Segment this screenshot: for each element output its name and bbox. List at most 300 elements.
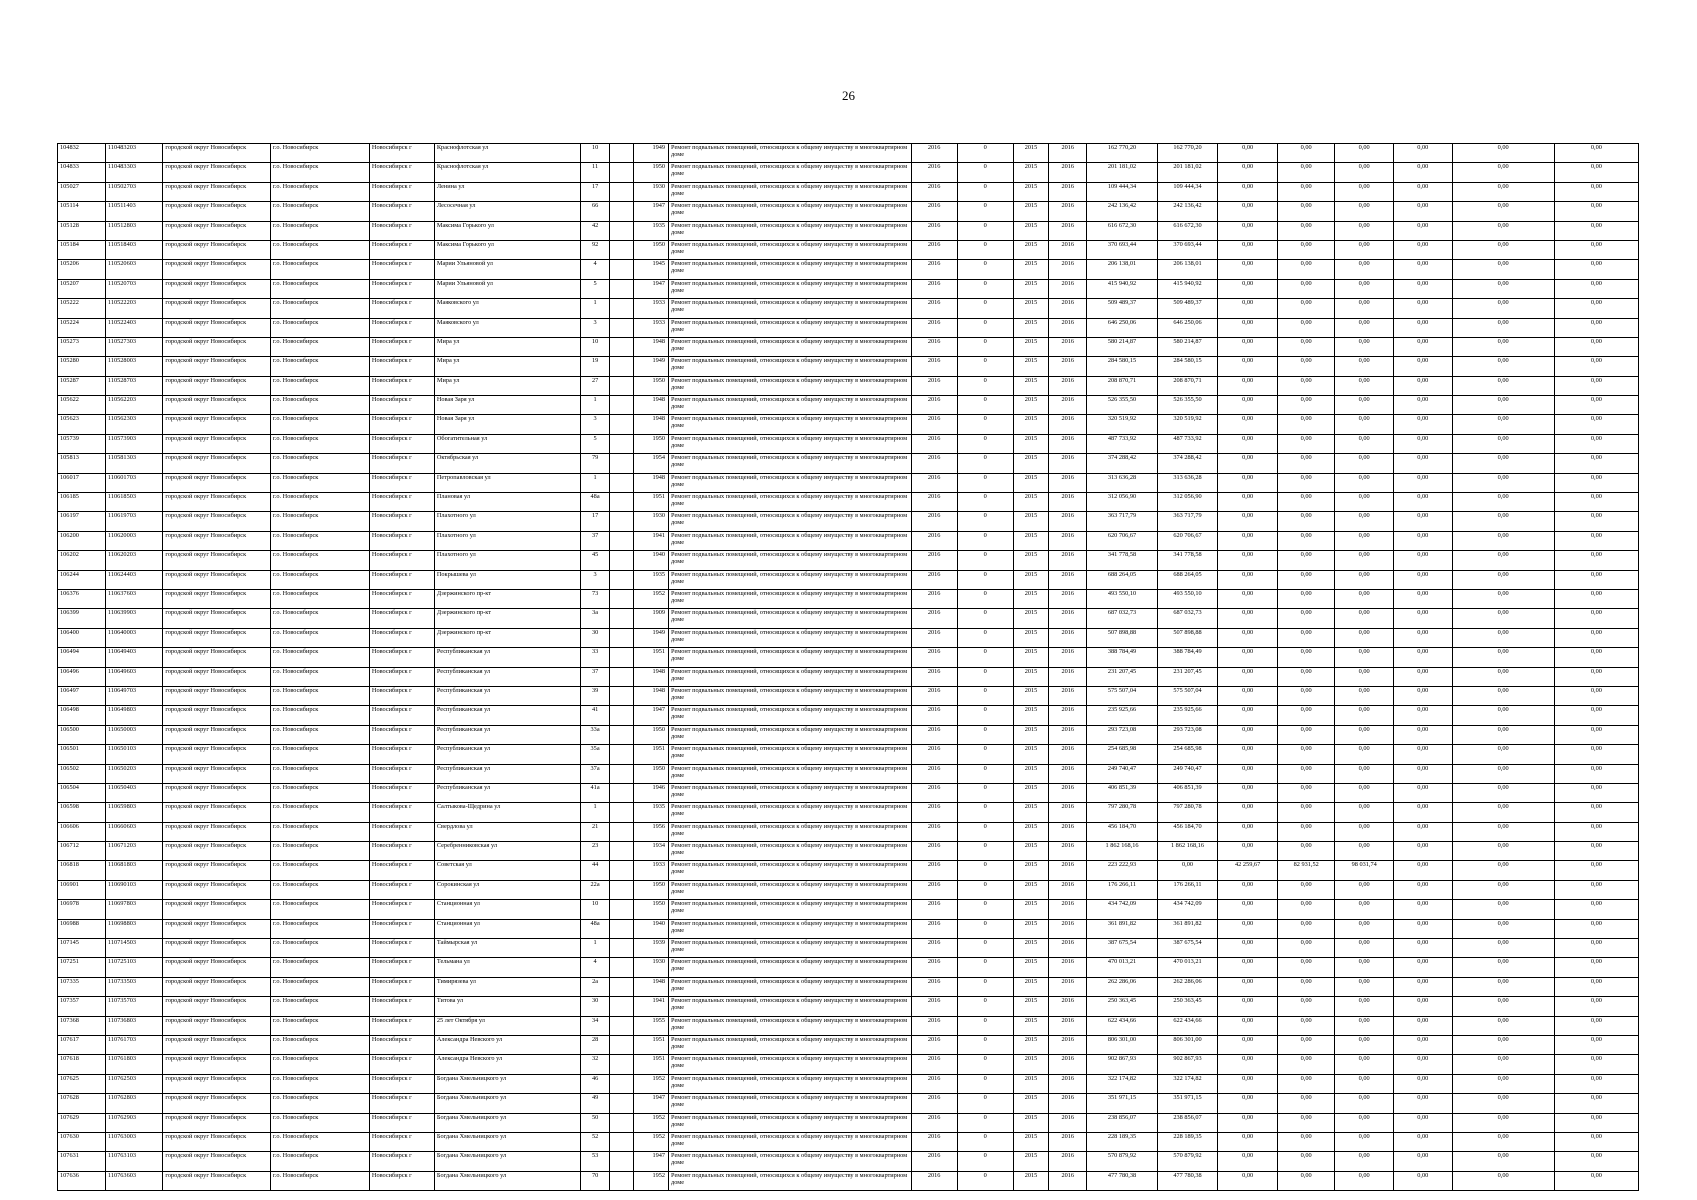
- cell-built-year: 1952: [633, 589, 668, 608]
- cell-year-from: 2015: [1013, 1055, 1048, 1074]
- cell-amount-3: 0,00: [1335, 1016, 1394, 1035]
- cell-amount-6: 0,00: [1554, 337, 1638, 356]
- table-row: [58, 745, 1639, 764]
- cell-year-from: 2015: [1013, 648, 1048, 667]
- cell-year-to: 2016: [1049, 1171, 1087, 1190]
- cell-amount-6: 0,00: [1554, 745, 1638, 764]
- cell-code: 110660603: [105, 822, 162, 841]
- cell-house: 1: [580, 396, 610, 415]
- cell-amount-4: 0,00: [1393, 822, 1452, 841]
- cell-amount-2: 0,00: [1277, 822, 1334, 841]
- cell-amount-2: 0,00: [1277, 939, 1334, 958]
- cell-plan-year: 2016: [911, 745, 957, 764]
- cell-work-type: Ремонт подвальных помещений, относящихся к общему имуществу в многоквартирном доме: [669, 648, 912, 667]
- cell-amount-3: 0,00: [1335, 1074, 1394, 1093]
- cell-house: 44: [580, 861, 610, 880]
- table-row: [58, 939, 1639, 958]
- cell-municipality: городской округ Новосибирск: [163, 706, 271, 725]
- cell-zero: 0: [957, 667, 1013, 686]
- cell-work-type: Ремонт подвальных помещений, относящихся к общему имуществу в многоквартирном доме: [669, 1035, 912, 1054]
- cell-year-from: 2015: [1013, 415, 1048, 434]
- cell-district: г.о. Новосибирск: [270, 706, 369, 725]
- cell-street: Республиканская ул: [434, 706, 580, 725]
- cell-built-year: 1933: [633, 861, 668, 880]
- cell-total-cost: 238 856,07: [1087, 1113, 1157, 1132]
- cell-plan-year: 2016: [911, 376, 957, 395]
- cell-year-to: 2016: [1049, 589, 1087, 608]
- cell-total-cost: 388 784,49: [1087, 648, 1157, 667]
- cell-id: 105206: [58, 260, 106, 279]
- cell-work-type: Ремонт подвальных помещений, относящихся к общему имуществу в многоквартирном доме: [669, 1055, 912, 1074]
- cell-street: Марии Ульяновой ул: [434, 260, 580, 279]
- cell-plan-year: 2016: [911, 357, 957, 376]
- cell-district: г.о. Новосибирск: [270, 1132, 369, 1151]
- cell-year-from: 2015: [1013, 822, 1048, 841]
- cell-street: Республиканская ул: [434, 764, 580, 783]
- cell-amount-4: 0,00: [1393, 221, 1452, 240]
- cell-amount-4: 0,00: [1393, 803, 1452, 822]
- cell-blank: [610, 318, 633, 337]
- cell-zero: 0: [957, 842, 1013, 861]
- cell-house: 1: [580, 473, 610, 492]
- cell-fund-amount: 806 301,00: [1157, 1035, 1218, 1054]
- cell-amount-6: 0,00: [1554, 1016, 1638, 1035]
- cell-id: 106494: [58, 648, 106, 667]
- cell-id: 107368: [58, 1016, 106, 1035]
- cell-house: 21: [580, 822, 610, 841]
- cell-amount-4: 0,00: [1393, 1074, 1452, 1093]
- repair-register-table: [57, 143, 1639, 1191]
- table-row: [58, 880, 1639, 899]
- cell-district: г.о. Новосибирск: [270, 1113, 369, 1132]
- cell-district: г.о. Новосибирск: [270, 182, 369, 201]
- table-row: [58, 454, 1639, 473]
- cell-year-to: 2016: [1049, 803, 1087, 822]
- cell-municipality: городской округ Новосибирск: [163, 1171, 271, 1190]
- cell-city: Новосибирск г: [369, 454, 434, 473]
- cell-amount-6: 0,00: [1554, 861, 1638, 880]
- cell-id: 104832: [58, 144, 106, 163]
- cell-total-cost: 806 301,00: [1087, 1035, 1157, 1054]
- cell-plan-year: 2016: [911, 182, 957, 201]
- cell-zero: 0: [957, 182, 1013, 201]
- cell-amount-4: 0,00: [1393, 570, 1452, 589]
- cell-amount-2: 0,00: [1277, 434, 1334, 453]
- cell-year-to: 2016: [1049, 512, 1087, 531]
- cell-year-from: 2015: [1013, 1132, 1048, 1151]
- table-row: [58, 512, 1639, 531]
- cell-built-year: 1945: [633, 260, 668, 279]
- cell-amount-4: 0,00: [1393, 725, 1452, 744]
- cell-fund-amount: 254 685,98: [1157, 745, 1218, 764]
- table-row: [58, 551, 1639, 570]
- cell-amount-1: 0,00: [1218, 415, 1278, 434]
- cell-district: г.о. Новосибирск: [270, 842, 369, 861]
- cell-street: Богдана Хмельницкого ул: [434, 1113, 580, 1132]
- cell-amount-5: 0,00: [1452, 1132, 1554, 1151]
- cell-amount-5: 0,00: [1452, 570, 1554, 589]
- cell-zero: 0: [957, 648, 1013, 667]
- cell-id: 106818: [58, 861, 106, 880]
- cell-blank: [610, 706, 633, 725]
- cell-amount-6: 0,00: [1554, 1152, 1638, 1171]
- cell-amount-2: 0,00: [1277, 880, 1334, 899]
- cell-code: 110483303: [105, 163, 162, 182]
- cell-house: 11: [580, 163, 610, 182]
- cell-built-year: 1947: [633, 706, 668, 725]
- cell-amount-2: 0,00: [1277, 1016, 1334, 1035]
- cell-code: 110762503: [105, 1074, 162, 1093]
- cell-municipality: городской округ Новосибирск: [163, 686, 271, 705]
- cell-built-year: 1935: [633, 570, 668, 589]
- cell-work-type: Ремонт подвальных помещений, относящихся к общему имуществу в многоквартирном доме: [669, 1152, 912, 1171]
- cell-code: 110562203: [105, 396, 162, 415]
- cell-blank: [610, 977, 633, 996]
- cell-code: 110671203: [105, 842, 162, 861]
- cell-work-type: Ремонт подвальных помещений, относящихся к общему имуществу в многоквартирном доме: [669, 822, 912, 841]
- cell-fund-amount: 687 032,73: [1157, 609, 1218, 628]
- cell-house: 27: [580, 376, 610, 395]
- cell-city: Новосибирск г: [369, 842, 434, 861]
- cell-city: Новосибирск г: [369, 939, 434, 958]
- cell-city: Новосибирск г: [369, 861, 434, 880]
- cell-built-year: 1947: [633, 1152, 668, 1171]
- cell-district: г.о. Новосибирск: [270, 686, 369, 705]
- cell-blank: [610, 1074, 633, 1093]
- cell-blank: [610, 376, 633, 395]
- table-row: [58, 531, 1639, 550]
- cell-built-year: 1950: [633, 163, 668, 182]
- cell-blank: [610, 686, 633, 705]
- cell-amount-2: 0,00: [1277, 628, 1334, 647]
- cell-city: Новосибирск г: [369, 434, 434, 453]
- cell-amount-6: 0,00: [1554, 958, 1638, 977]
- cell-work-type: Ремонт подвальных помещений, относящихся к общему имуществу в многоквартирном доме: [669, 337, 912, 356]
- cell-year-from: 2015: [1013, 376, 1048, 395]
- cell-street: Петропавловская ул: [434, 473, 580, 492]
- cell-id: 105027: [58, 182, 106, 201]
- table-row: [58, 803, 1639, 822]
- cell-blank: [610, 570, 633, 589]
- cell-built-year: 1947: [633, 1094, 668, 1113]
- cell-amount-4: 0,00: [1393, 919, 1452, 938]
- cell-city: Новосибирск г: [369, 144, 434, 163]
- cell-year-to: 2016: [1049, 745, 1087, 764]
- cell-amount-5: 0,00: [1452, 493, 1554, 512]
- cell-district: г.о. Новосибирск: [270, 1074, 369, 1093]
- table-row: [58, 357, 1639, 376]
- cell-plan-year: 2016: [911, 880, 957, 899]
- cell-work-type: Ремонт подвальных помещений, относящихся к общему имуществу в многоквартирном доме: [669, 551, 912, 570]
- cell-fund-amount: 312 056,90: [1157, 493, 1218, 512]
- cell-amount-3: 0,00: [1335, 725, 1394, 744]
- cell-year-from: 2015: [1013, 842, 1048, 861]
- cell-amount-1: 0,00: [1218, 1016, 1278, 1035]
- cell-id: 107251: [58, 958, 106, 977]
- cell-plan-year: 2016: [911, 958, 957, 977]
- cell-amount-3: 0,00: [1335, 686, 1394, 705]
- cell-plan-year: 2016: [911, 318, 957, 337]
- table-row: [58, 1055, 1639, 1074]
- cell-fund-amount: 374 288,42: [1157, 454, 1218, 473]
- cell-house: 48а: [580, 493, 610, 512]
- cell-work-type: Ремонт подвальных помещений, относящихся к общему имуществу в многоквартирном доме: [669, 415, 912, 434]
- cell-amount-3: 0,00: [1335, 1113, 1394, 1132]
- cell-zero: 0: [957, 1035, 1013, 1054]
- cell-amount-4: 0,00: [1393, 589, 1452, 608]
- cell-house: 48а: [580, 919, 610, 938]
- cell-fund-amount: 406 851,39: [1157, 783, 1218, 802]
- cell-fund-amount: 509 489,37: [1157, 299, 1218, 318]
- cell-municipality: городской округ Новосибирск: [163, 939, 271, 958]
- cell-city: Новосибирск г: [369, 725, 434, 744]
- cell-street: Краснофлотская ул: [434, 144, 580, 163]
- cell-amount-6: 0,00: [1554, 1094, 1638, 1113]
- cell-built-year: 1941: [633, 531, 668, 550]
- cell-amount-2: 0,00: [1277, 240, 1334, 259]
- cell-amount-1: 0,00: [1218, 648, 1278, 667]
- cell-id: 105207: [58, 279, 106, 298]
- cell-plan-year: 2016: [911, 493, 957, 512]
- cell-amount-4: 0,00: [1393, 493, 1452, 512]
- cell-fund-amount: 313 636,28: [1157, 473, 1218, 492]
- cell-municipality: городской округ Новосибирск: [163, 977, 271, 996]
- cell-fund-amount: 487 733,92: [1157, 434, 1218, 453]
- cell-work-type: Ремонт подвальных помещений, относящихся к общему имуществу в многоквартирном доме: [669, 144, 912, 163]
- cell-amount-6: 0,00: [1554, 434, 1638, 453]
- cell-city: Новосибирск г: [369, 783, 434, 802]
- cell-amount-1: 0,00: [1218, 842, 1278, 861]
- cell-total-cost: 228 189,35: [1087, 1132, 1157, 1151]
- cell-house: 17: [580, 182, 610, 201]
- cell-district: г.о. Новосибирск: [270, 376, 369, 395]
- cell-amount-4: 0,00: [1393, 376, 1452, 395]
- cell-year-from: 2015: [1013, 182, 1048, 201]
- cell-city: Новосибирск г: [369, 240, 434, 259]
- cell-zero: 0: [957, 570, 1013, 589]
- table-row: [58, 977, 1639, 996]
- cell-year-from: 2015: [1013, 396, 1048, 415]
- cell-amount-1: 0,00: [1218, 202, 1278, 221]
- cell-work-type: Ремонт подвальных помещений, относящихся к общему имуществу в многоквартирном доме: [669, 589, 912, 608]
- cell-plan-year: 2016: [911, 822, 957, 841]
- cell-amount-3: 0,00: [1335, 609, 1394, 628]
- cell-code: 110763603: [105, 1171, 162, 1190]
- cell-year-from: 2015: [1013, 1113, 1048, 1132]
- cell-total-cost: 470 013,21: [1087, 958, 1157, 977]
- cell-municipality: городской округ Новосибирск: [163, 144, 271, 163]
- cell-plan-year: 2016: [911, 551, 957, 570]
- cell-blank: [610, 415, 633, 434]
- cell-year-to: 2016: [1049, 551, 1087, 570]
- cell-work-type: Ремонт подвальных помещений, относящихся к общему имуществу в многоквартирном доме: [669, 357, 912, 376]
- table-row: [58, 299, 1639, 318]
- cell-street: Республиканская ул: [434, 783, 580, 802]
- cell-amount-4: 0,00: [1393, 1016, 1452, 1035]
- cell-amount-4: 0,00: [1393, 473, 1452, 492]
- cell-built-year: 1933: [633, 318, 668, 337]
- cell-amount-1: 0,00: [1218, 1113, 1278, 1132]
- cell-amount-2: 0,00: [1277, 783, 1334, 802]
- cell-amount-6: 0,00: [1554, 783, 1638, 802]
- cell-plan-year: 2016: [911, 415, 957, 434]
- cell-work-type: Ремонт подвальных помещений, относящихся к общему имуществу в многоквартирном доме: [669, 396, 912, 415]
- cell-amount-5: 0,00: [1452, 628, 1554, 647]
- cell-city: Новосибирск г: [369, 1113, 434, 1132]
- cell-municipality: городской округ Новосибирск: [163, 1094, 271, 1113]
- cell-district: г.о. Новосибирск: [270, 337, 369, 356]
- table-row: [58, 686, 1639, 705]
- cell-blank: [610, 279, 633, 298]
- cell-fund-amount: 456 184,70: [1157, 822, 1218, 841]
- cell-blank: [610, 900, 633, 919]
- cell-id: 104833: [58, 163, 106, 182]
- cell-work-type: Ремонт подвальных помещений, относящихся к общему имуществу в многоквартирном доме: [669, 318, 912, 337]
- cell-fund-amount: 322 174,82: [1157, 1074, 1218, 1093]
- cell-street: Александра Невского ул: [434, 1035, 580, 1054]
- cell-id: 105184: [58, 240, 106, 259]
- cell-plan-year: 2016: [911, 1055, 957, 1074]
- cell-code: 110528703: [105, 376, 162, 395]
- cell-district: г.о. Новосибирск: [270, 764, 369, 783]
- cell-amount-5: 0,00: [1452, 202, 1554, 221]
- cell-municipality: городской округ Новосибирск: [163, 473, 271, 492]
- cell-amount-3: 0,00: [1335, 240, 1394, 259]
- cell-fund-amount: 228 189,35: [1157, 1132, 1218, 1151]
- cell-district: г.о. Новосибирск: [270, 609, 369, 628]
- cell-total-cost: 351 971,15: [1087, 1094, 1157, 1113]
- cell-blank: [610, 822, 633, 841]
- cell-plan-year: 2016: [911, 570, 957, 589]
- cell-district: г.о. Новосибирск: [270, 531, 369, 550]
- cell-amount-5: 0,00: [1452, 783, 1554, 802]
- cell-year-to: 2016: [1049, 939, 1087, 958]
- cell-street: Мира ул: [434, 337, 580, 356]
- cell-code: 110650103: [105, 745, 162, 764]
- cell-built-year: 1940: [633, 919, 668, 938]
- cell-street: Маяковского ул: [434, 318, 580, 337]
- cell-street: Таймырская ул: [434, 939, 580, 958]
- cell-work-type: Ремонт подвальных помещений, относящихся к общему имуществу в многоквартирном доме: [669, 260, 912, 279]
- cell-built-year: 1949: [633, 628, 668, 647]
- cell-city: Новосибирск г: [369, 493, 434, 512]
- cell-work-type: Ремонт подвальных помещений, относящихся к общему имуществу в многоквартирном доме: [669, 919, 912, 938]
- cell-amount-3: 0,00: [1335, 1035, 1394, 1054]
- cell-amount-6: 0,00: [1554, 900, 1638, 919]
- cell-code: 110520603: [105, 260, 162, 279]
- table-row: [58, 240, 1639, 259]
- cell-amount-2: 0,00: [1277, 493, 1334, 512]
- cell-blank: [610, 958, 633, 977]
- cell-zero: 0: [957, 434, 1013, 453]
- cell-amount-2: 0,00: [1277, 318, 1334, 337]
- cell-municipality: городской округ Новосибирск: [163, 551, 271, 570]
- cell-amount-4: 0,00: [1393, 144, 1452, 163]
- cell-blank: [610, 221, 633, 240]
- cell-total-cost: 374 288,42: [1087, 454, 1157, 473]
- cell-amount-4: 0,00: [1393, 1132, 1452, 1151]
- cell-district: г.о. Новосибирск: [270, 1035, 369, 1054]
- cell-amount-5: 0,00: [1452, 842, 1554, 861]
- cell-fund-amount: 231 207,45: [1157, 667, 1218, 686]
- cell-municipality: городской округ Новосибирск: [163, 454, 271, 473]
- cell-built-year: 1952: [633, 1171, 668, 1190]
- cell-total-cost: 262 286,06: [1087, 977, 1157, 996]
- cell-zero: 0: [957, 1132, 1013, 1151]
- cell-blank: [610, 1016, 633, 1035]
- cell-year-from: 2015: [1013, 570, 1048, 589]
- cell-zero: 0: [957, 1094, 1013, 1113]
- cell-plan-year: 2016: [911, 725, 957, 744]
- cell-house: 10: [580, 144, 610, 163]
- cell-amount-3: 0,00: [1335, 977, 1394, 996]
- cell-amount-3: 0,00: [1335, 1171, 1394, 1190]
- cell-amount-6: 0,00: [1554, 1132, 1638, 1151]
- cell-fund-amount: 242 136,42: [1157, 202, 1218, 221]
- cell-amount-2: 0,00: [1277, 609, 1334, 628]
- cell-district: г.о. Новосибирск: [270, 1171, 369, 1190]
- cell-plan-year: 2016: [911, 1035, 957, 1054]
- cell-zero: 0: [957, 318, 1013, 337]
- cell-amount-6: 0,00: [1554, 454, 1638, 473]
- cell-amount-5: 0,00: [1452, 434, 1554, 453]
- cell-district: г.о. Новосибирск: [270, 551, 369, 570]
- cell-house: 3: [580, 570, 610, 589]
- cell-year-to: 2016: [1049, 667, 1087, 686]
- cell-amount-6: 0,00: [1554, 628, 1638, 647]
- cell-house: 37: [580, 531, 610, 550]
- cell-house: 4: [580, 958, 610, 977]
- cell-district: г.о. Новосибирск: [270, 900, 369, 919]
- cell-year-to: 2016: [1049, 221, 1087, 240]
- cell-id: 107617: [58, 1035, 106, 1054]
- cell-id: 105222: [58, 299, 106, 318]
- cell-id: 105739: [58, 434, 106, 453]
- cell-amount-6: 0,00: [1554, 1074, 1638, 1093]
- cell-blank: [610, 783, 633, 802]
- cell-plan-year: 2016: [911, 1132, 957, 1151]
- cell-year-to: 2016: [1049, 706, 1087, 725]
- cell-amount-6: 0,00: [1554, 648, 1638, 667]
- cell-amount-1: 0,00: [1218, 531, 1278, 550]
- cell-amount-4: 0,00: [1393, 706, 1452, 725]
- cell-total-cost: 109 444,34: [1087, 182, 1157, 201]
- cell-plan-year: 2016: [911, 337, 957, 356]
- cell-year-to: 2016: [1049, 318, 1087, 337]
- cell-city: Новосибирск г: [369, 667, 434, 686]
- cell-blank: [610, 1055, 633, 1074]
- cell-plan-year: 2016: [911, 1171, 957, 1190]
- cell-built-year: 1952: [633, 1074, 668, 1093]
- cell-amount-6: 0,00: [1554, 473, 1638, 492]
- cell-built-year: 1951: [633, 1035, 668, 1054]
- cell-id: 107335: [58, 977, 106, 996]
- cell-amount-5: 0,00: [1452, 609, 1554, 628]
- cell-city: Новосибирск г: [369, 919, 434, 938]
- cell-work-type: Ремонт подвальных помещений, относящихся к общему имуществу в многоквартирном доме: [669, 1074, 912, 1093]
- cell-house: 10: [580, 900, 610, 919]
- cell-amount-4: 0,00: [1393, 279, 1452, 298]
- cell-district: г.о. Новосибирск: [270, 357, 369, 376]
- cell-work-type: Ремонт подвальных помещений, относящихся к общему имуществу в многоквартирном доме: [669, 861, 912, 880]
- page-number: 26: [842, 88, 855, 103]
- cell-city: Новосибирск г: [369, 822, 434, 841]
- cell-id: 106399: [58, 609, 106, 628]
- cell-amount-6: 0,00: [1554, 880, 1638, 899]
- cell-blank: [610, 667, 633, 686]
- cell-city: Новосибирск г: [369, 1152, 434, 1171]
- cell-plan-year: 2016: [911, 939, 957, 958]
